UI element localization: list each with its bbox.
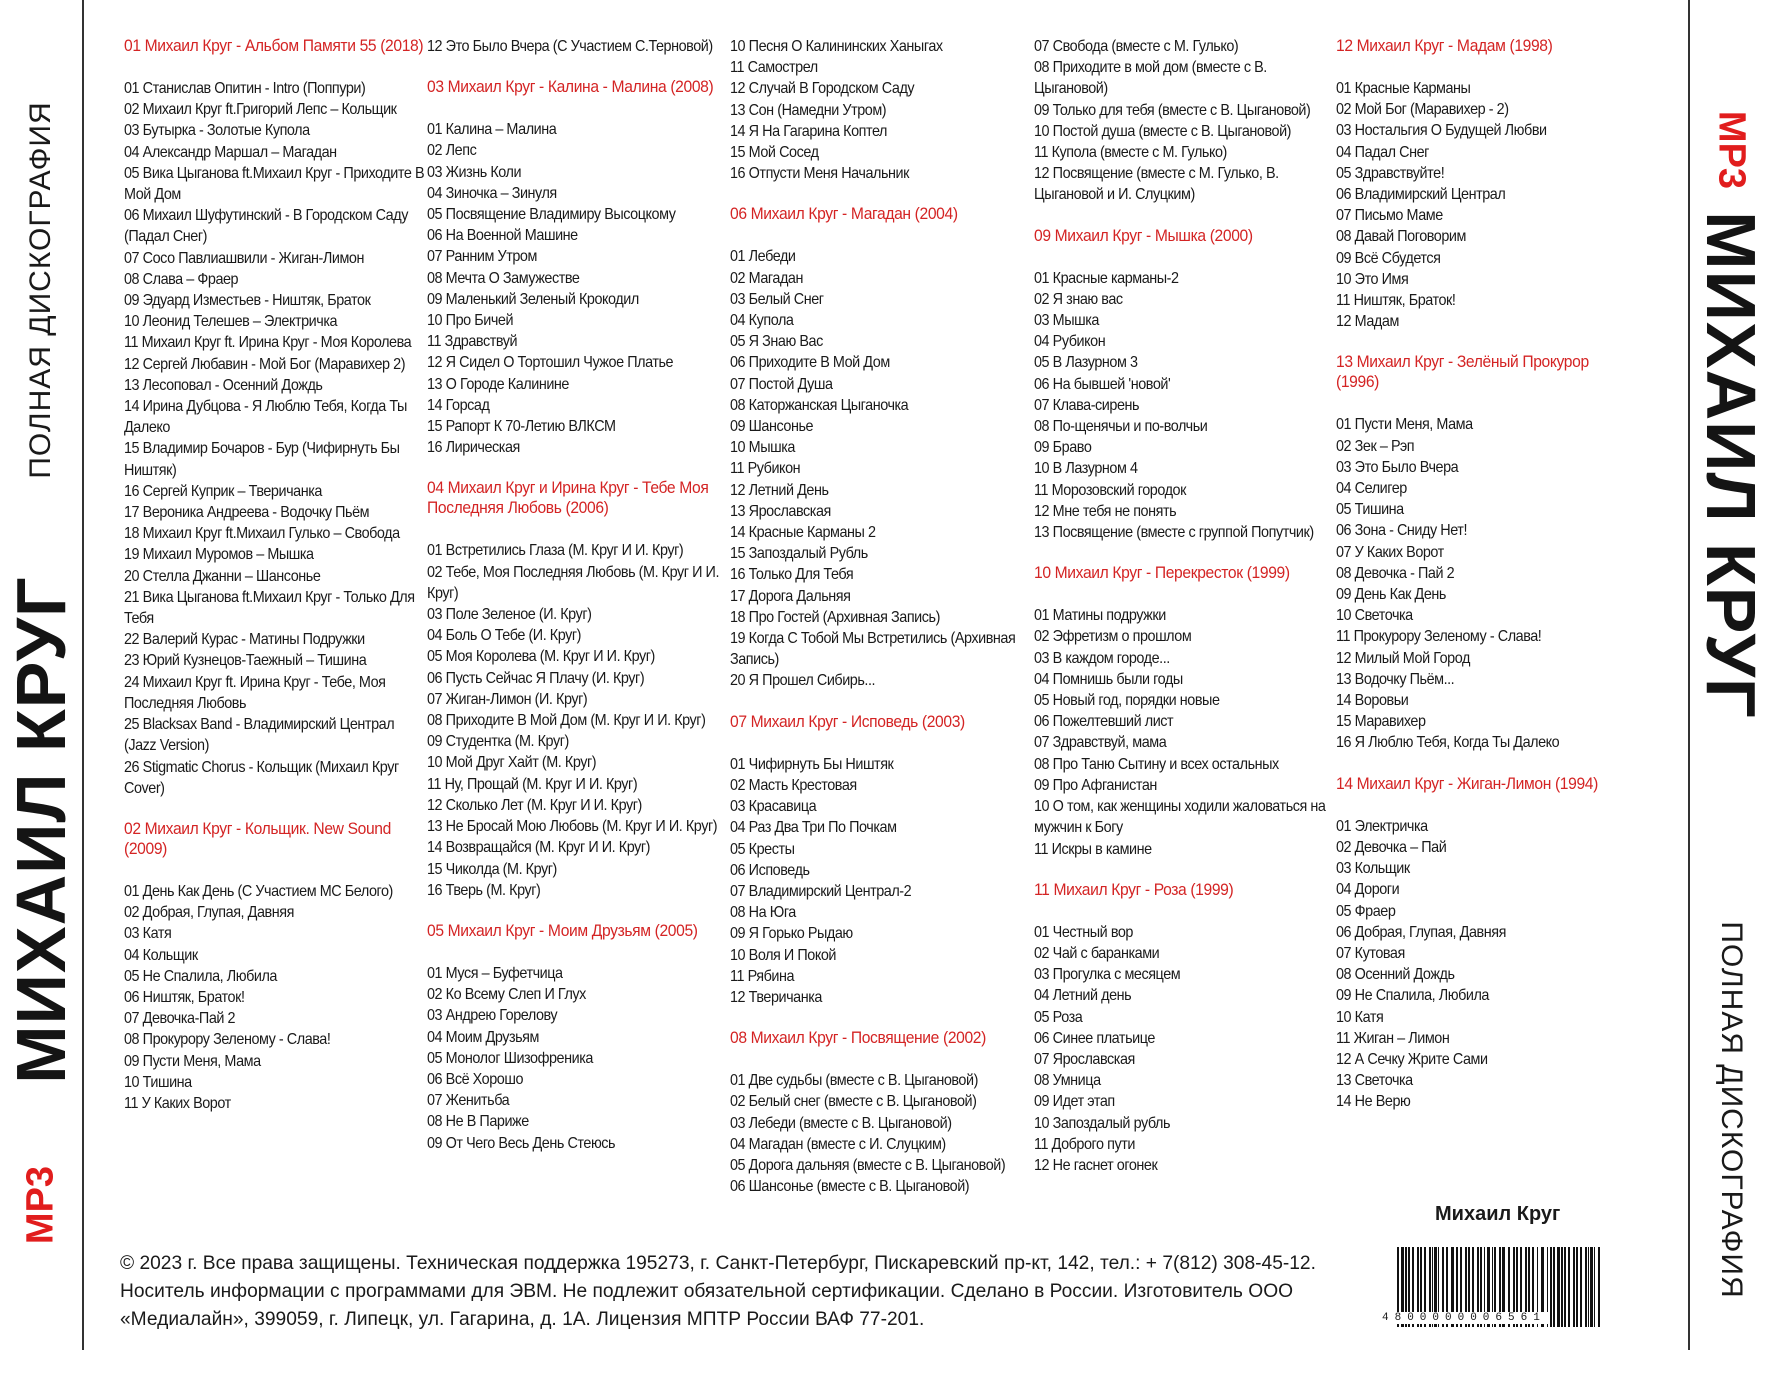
track-item: 22 Валерий Курас - Матины Подружки <box>124 631 365 649</box>
barcode-bar <box>1576 1247 1578 1327</box>
track-item: 02 Лепс <box>427 142 477 160</box>
spine-right <box>1690 0 1772 1394</box>
track-item: 09 От Чего Весь День Стеюсь <box>427 1134 616 1152</box>
track-item: 07 У Каких Ворот <box>1336 543 1444 561</box>
track-item: 01 Чифирнуть Бы Ништяк <box>730 755 894 773</box>
track-item: 03 Поле Зеленое (И. Круг) <box>427 606 592 624</box>
track-list <box>427 36 729 57</box>
track-item: 06 Приходите В Мой Дом <box>730 354 890 372</box>
track-item: 05 Фраер <box>1336 902 1396 920</box>
track-item: 03 Белый Снег <box>730 290 824 308</box>
track-item: 16 Сергей Куприк – Тверичанка <box>124 482 322 500</box>
album-title: 10 Михаил Круг - Перекресток (1999) <box>1034 563 1290 583</box>
track-list <box>1034 922 1336 1176</box>
track-list <box>1336 414 1636 753</box>
track-item: 01 Станислав Опитин - Intro (Поппури) <box>124 80 366 97</box>
track-item: 01 Электричка <box>1336 817 1428 835</box>
track-item: 10 Леонид Телешев – Электричка <box>124 313 338 331</box>
track-item: 03 Мышка <box>1034 312 1099 330</box>
track-item: 05 Тишина <box>1336 501 1404 519</box>
track-item: 12 Я Сидел О Тортошил Чужое Платье <box>427 354 674 372</box>
album-block <box>1034 226 1336 544</box>
track-item: 01 Пусти Меня, Мама <box>1336 416 1473 434</box>
track-item: 14 Воровьи <box>1336 692 1409 710</box>
album-block <box>427 77 729 458</box>
track-item: 16 Только Для Тебя <box>730 566 854 584</box>
track-item: 10 Мышка <box>730 439 795 457</box>
track-list <box>124 881 426 1114</box>
track-item: 09 Идет этап <box>1034 1093 1115 1111</box>
track-item: 17 Вероника Андреева - Водочку Пьём <box>124 504 370 522</box>
track-item: 16 Отпусти Меня Начальник <box>730 165 909 183</box>
track-item: 12 А Сечку Жрите Сами <box>1336 1050 1488 1068</box>
track-item: 15 Рапорт К 70-Летию ВЛКСМ <box>427 418 616 436</box>
album-title: 12 Михаил Круг - Мадам (1998) <box>1336 36 1553 55</box>
track-item: 12 Сколько Лет (М. Круг И И. Круг) <box>427 796 642 814</box>
spine-artist: МИХАИЛ КРУГ <box>1692 211 1770 719</box>
track-item: 02 Девочка – Пай <box>1336 838 1447 856</box>
spine-format: MP3 <box>19 1165 62 1245</box>
track-item: 09 Не Спалила, Любила <box>1336 987 1489 1005</box>
tracklist-column <box>730 36 1030 1217</box>
track-item: 11 Морозовский городок <box>1034 481 1186 499</box>
barcode-bar <box>1594 1247 1595 1327</box>
track-item: 13 Посвящение (вместе с группой Попутчик) <box>1034 524 1314 542</box>
album-block <box>1034 36 1336 206</box>
track-item: 06 Михаил Шуфутинский - В Городском Саду (Падал Снег) <box>124 207 408 246</box>
track-item: 09 День Как День <box>1336 586 1446 604</box>
barcode-bar <box>1573 1247 1575 1327</box>
track-item: 04 Раз Два Три По Почкам <box>730 819 897 837</box>
album-block <box>1034 563 1336 859</box>
track-item: 12 Сергей Любавин - Мой Бог (Маравихер 2) <box>124 355 406 373</box>
track-list <box>427 963 729 1154</box>
album-title: 02 Михаил Круг - Кольщик. New Sound (2009) <box>124 818 391 858</box>
track-item: 07 Девочка-Пай 2 <box>124 1010 236 1028</box>
track-item: 04 Рубикон <box>1034 333 1106 351</box>
track-item: 14 Я На Гагарина Коптел <box>730 122 887 140</box>
track-list <box>1034 605 1336 859</box>
track-item: 06 Синее платьице <box>1034 1029 1155 1047</box>
track-item: 05 Не Спалила, Любила <box>124 967 277 985</box>
track-item: 09 Всё Сбудется <box>1336 249 1441 267</box>
album-title: 03 Михаил Круг - Калина - Малина (2008) <box>427 77 714 97</box>
track-item: 10 Это Имя <box>1336 270 1409 288</box>
tracklist-column <box>124 36 426 1134</box>
album-block <box>730 36 1030 184</box>
track-item: 01 Красные карманы-2 <box>1034 269 1179 287</box>
track-item: 24 Михаил Круг ft. Ирина Круг - Тебе, Моя Последняя Любовь <box>124 673 386 712</box>
track-item: 12 Посвящение (вместе с М. Гулько, В. Цыгановой и И. Слуцким) <box>1034 165 1279 204</box>
track-item: 02 Михаил Круг ft.Григорий Лепс – Кольщик <box>124 101 397 119</box>
track-item: 02 Тебе, Моя Последняя Любовь (М. Круг И И. Круг) <box>427 563 720 602</box>
track-item: 11 Рябина <box>730 967 795 985</box>
track-item: 26 Stigmatic Chorus - Кольщик (Михаил Круг Cover) <box>124 758 399 797</box>
track-item: 05 Новый год, порядки новые <box>1034 692 1220 710</box>
track-list <box>1336 816 1636 1113</box>
track-item: 04 Боль О Тебе (И. Круг) <box>427 627 582 645</box>
track-item: 05 Моя Королева (М. Круг И И. Круг) <box>427 648 655 666</box>
track-item: 03 Ностальгия О Будущей Любви <box>1336 122 1547 140</box>
track-item: 02 Чай с баранками <box>1034 944 1160 962</box>
track-item: 03 Катя <box>124 925 172 943</box>
track-item: 02 Мой Бог (Маравихер - 2) <box>1336 101 1509 119</box>
track-item: 11 Ништяк, Браток! <box>1336 292 1456 310</box>
track-item: 09 Про Афганистан <box>1034 776 1157 794</box>
track-item: 12 Тверичанка <box>730 988 822 1006</box>
track-item: 03 Лебеди (вместе с В. Цыгановой) <box>730 1114 952 1132</box>
track-item: 04 Купола <box>730 312 794 330</box>
track-item: 03 В каждом городе... <box>1034 649 1170 667</box>
track-item: 04 Помнишь были годы <box>1034 670 1183 688</box>
track-item: 10 Мой Друг Хайт (М. Круг) <box>427 754 597 772</box>
track-item: 14 Красные Карманы 2 <box>730 524 876 542</box>
barcode-bar <box>1564 1247 1566 1327</box>
barcode-bar <box>1588 1247 1589 1327</box>
track-list <box>730 36 1030 184</box>
track-item: 07 Женитьба <box>427 1092 510 1110</box>
track-item: 03 Прогулка с месяцем <box>1034 966 1181 984</box>
track-item: 08 Приходите в мой дом (вместе с В. Цыгановой) <box>1034 59 1267 98</box>
track-item: 08 Осенний Дождь <box>1336 966 1455 984</box>
track-item: 10 Светочка <box>1336 607 1413 625</box>
track-item: 13 Светочка <box>1336 1072 1413 1090</box>
track-item: 16 Тверь (М. Круг) <box>427 881 541 899</box>
track-item: 15 Мой Сосед <box>730 144 819 162</box>
artist-caption: Михаил Круг <box>1435 1203 1561 1225</box>
track-item: 09 Браво <box>1034 439 1092 457</box>
track-list <box>1034 36 1336 206</box>
track-item: 20 Стелла Джанни – Шансонье <box>124 567 321 585</box>
track-item: 12 Милый Мой Город <box>1336 649 1470 667</box>
album-block <box>427 921 729 1154</box>
track-item: 07 Ранним Утром <box>427 248 537 266</box>
track-item: 11 Жиган – Лимон <box>1336 1029 1450 1047</box>
track-item: 02 Магадан <box>730 269 803 287</box>
track-item: 05 Монолог Шизофреника <box>427 1049 593 1067</box>
track-item: 01 День Как День (С Участием MC Белого) <box>124 882 393 900</box>
track-list <box>124 78 426 799</box>
track-item: 05 В Лазурном 3 <box>1034 354 1138 372</box>
track-item: 08 Не В Париже <box>427 1113 529 1131</box>
track-item: 02 Белый снег (вместе с В. Цыгановой) <box>730 1093 977 1111</box>
track-item: 03 Жизнь Коли <box>427 163 522 181</box>
track-item: 05 Здравствуйте! <box>1336 164 1445 182</box>
track-item: 06 Пожелтевший лист <box>1034 713 1174 731</box>
track-item: 18 Михаил Круг ft.Михаил Гулько – Свобода <box>124 525 400 543</box>
barcode-number: 4800000006561 <box>1382 1312 1546 1324</box>
track-item: 07 Письмо Маме <box>1336 207 1443 225</box>
track-item: 08 Каторжанская Цыганочка <box>730 396 909 414</box>
track-item: 10 Песня О Калининских Ханыгах <box>730 38 943 55</box>
track-item: 04 Падал Снег <box>1336 143 1429 161</box>
track-item: 01 Матины подружки <box>1034 607 1166 625</box>
album-block <box>730 1028 1030 1197</box>
track-item: 06 Шансонье (вместе с В. Цыгановой) <box>730 1178 970 1196</box>
barcode-bar <box>1585 1247 1587 1327</box>
track-item: 01 Встретились Глаза (М. Круг И И. Круг) <box>427 542 684 560</box>
track-item: 09 Студентка (М. Круг) <box>427 733 569 751</box>
album-title: 01 Михаил Круг - Альбом Памяти 55 (2018) <box>124 36 424 55</box>
track-item: 02 Ко Всему Слеп И Глух <box>427 986 586 1004</box>
track-item: 04 Летний день <box>1034 987 1132 1005</box>
track-item: 08 Девочка - Пай 2 <box>1336 564 1455 582</box>
track-item: 02 Зек – Рэп <box>1336 437 1415 455</box>
track-item: 07 Кутовая <box>1336 944 1405 962</box>
track-list <box>427 540 729 900</box>
album-title: 06 Михаил Круг - Магадан (2004) <box>730 204 958 224</box>
track-item: 04 Александр Маршал – Магадан <box>124 143 337 161</box>
track-item: 12 Летний День <box>730 481 829 499</box>
track-item: 05 Я Знаю Вас <box>730 333 823 351</box>
track-item: 13 Водочку Пьём... <box>1336 670 1455 688</box>
spine-subtitle: ПОЛНАЯ ДИСКОГРАФИЯ <box>1715 921 1748 1299</box>
track-item: 08 По-щенячьи и по-волчьи <box>1034 418 1208 436</box>
track-item: 07 Клава-сирень <box>1034 396 1140 414</box>
album-block <box>1034 880 1336 1176</box>
track-item: 19 Михаил Муромов – Мышка <box>124 546 314 564</box>
track-item: 23 Юрий Кузнецов-Таежный – Тишина <box>124 652 367 670</box>
barcode-bar <box>1598 1247 1600 1327</box>
track-item: 19 Когда С Тобой Мы Встретились (Архивная Запись) <box>730 630 1016 669</box>
track-item: 09 Только для тебя (вместе с В. Цыгановой) <box>1034 101 1311 119</box>
album-block <box>427 36 729 57</box>
track-item: 03 Андрею Горелову <box>427 1007 558 1025</box>
track-item: 18 Про Гостей (Архивная Запись) <box>730 608 940 626</box>
track-item: 06 Добрая, Глупая, Давняя <box>1336 923 1506 941</box>
track-item: 09 Шансонье <box>730 418 814 436</box>
album-title: 13 Михаил Круг - Зелёный Прокурор (1996) <box>1336 352 1589 392</box>
track-item: 14 Горсад <box>427 396 490 414</box>
track-item: 06 На бывшей 'новой' <box>1034 375 1171 393</box>
track-item: 12 Мадам <box>1336 313 1399 331</box>
track-item: 01 Муся – Буфетчица <box>427 964 563 982</box>
track-item: 01 Красные Карманы <box>1336 80 1471 97</box>
album-title: 05 Михаил Круг - Моим Друзьям (2005) <box>427 920 698 940</box>
copyright-notice: © 2023 г. Все права защищены. Техническая поддержка 195273, г. Санкт-Петербург, Пискаревский пр-кт, 142, тел.: + 7(812) 308-45-12. Носитель информации с программами для ЭВМ. Не подлежит обязательной сертификации. Сделано в России. Изготовитель ООО «Медиалайн», 399059, г. Липецк, ул. Гагарина, д. 1А. Лицензия МПТР России ВАФ 77-201. <box>120 1253 1316 1330</box>
track-list <box>1336 78 1636 332</box>
track-item: 01 Лебеди <box>730 248 796 266</box>
track-item: 02 Эфретизм о прошлом <box>1034 628 1192 646</box>
track-item: 07 Здравствуй, мама <box>1034 734 1167 752</box>
barcode-bar <box>1568 1247 1570 1327</box>
track-item: 10 О том, как женщины ходили жаловаться на мужчин к Богу <box>1034 798 1326 837</box>
track-item: 20 Я Прошел Сибирь... <box>730 672 876 690</box>
track-item: 11 Ну, Прощай (М. Круг И И. Круг) <box>427 775 638 793</box>
track-item: 07 Владимирский Централ-2 <box>730 882 912 900</box>
track-item: 07 Постой Душа <box>730 375 833 393</box>
track-item: 07 Ярославская <box>1034 1050 1135 1068</box>
spine-divider-left <box>82 0 84 1350</box>
spine-subtitle: ПОЛНАЯ ДИСКОГРАФИЯ <box>24 101 57 479</box>
spine-artist: МИХАИЛ КРУГ <box>2 576 80 1084</box>
track-item: 04 Зиночка – Зинуля <box>427 184 557 202</box>
track-item: 06 Всё Хорошо <box>427 1070 524 1088</box>
track-item: 15 Чиколда (М. Круг) <box>427 860 557 878</box>
track-item: 13 Сон (Намедни Утром) <box>730 101 887 119</box>
track-item: 04 Моим Друзьям <box>427 1028 539 1046</box>
track-item: 07 Сосо Павлиашвили - Жиган-Лимон <box>124 249 364 267</box>
album-block <box>1336 352 1636 753</box>
track-item: 11 Прокурору Зеленому - Слава! <box>1336 628 1542 646</box>
track-item: 08 Прокурору Зеленому - Слава! <box>124 1031 331 1049</box>
track-item: 04 Кольщик <box>124 946 198 964</box>
track-item: 09 Пусти Меня, Мама <box>124 1052 261 1070</box>
track-item: 05 Вика Цыганова ft.Михаил Круг - Приходите В Мой Дом <box>124 164 425 204</box>
album-block <box>1336 36 1636 332</box>
track-item: 10 Воля И Покой <box>730 946 836 964</box>
tracklist-column <box>427 36 729 1174</box>
track-item: 08 На Юга <box>730 904 796 922</box>
track-item: 13 Ярославская <box>730 502 831 520</box>
track-item: 10 Тишина <box>124 1073 192 1091</box>
track-item: 06 Ништяк, Браток! <box>124 988 245 1006</box>
track-item: 08 Про Таню Сытину и всех остальных <box>1034 755 1279 773</box>
album-title: 11 Михаил Круг - Роза (1999) <box>1034 879 1234 899</box>
track-item: 08 Давай Поговорим <box>1336 228 1466 246</box>
track-item: 11 У Каких Ворот <box>124 1094 231 1112</box>
track-item: 03 Это Было Вчера <box>1336 458 1459 476</box>
track-item: 02 Добрая, Глупая, Давняя <box>124 904 294 922</box>
track-item: 10 Постой душа (вместе с В. Цыгановой) <box>1034 122 1292 140</box>
track-item: 11 Рубикон <box>730 460 801 478</box>
track-item: 25 Blacksax Band - Владимирский Централ (Jazz Version) <box>124 716 395 755</box>
album-block <box>1336 774 1636 1113</box>
tracklist-column <box>1336 36 1636 1133</box>
track-item: 02 Масть Крестовая <box>730 776 857 794</box>
album-title: 09 Михаил Круг - Мышка (2000) <box>1034 225 1253 245</box>
track-item: 08 Приходите В Мой Дом (М. Круг И И. Круг) <box>427 712 706 730</box>
track-item: 04 Магадан (вместе с И. Слуцким) <box>730 1135 946 1153</box>
tracklist-column <box>1034 36 1336 1196</box>
track-item: 11 Самострел <box>730 59 818 77</box>
track-item: 01 Честный вор <box>1034 923 1133 941</box>
track-item: 11 Здравствуй <box>427 333 518 351</box>
track-list <box>730 1070 1030 1197</box>
track-item: 09 Маленький Зеленый Крокодил <box>427 290 639 308</box>
track-list <box>1034 268 1336 544</box>
track-item: 09 Я Горько Рыдаю <box>730 925 853 943</box>
track-item: 16 Лирическая <box>427 439 520 457</box>
barcode-bar <box>1550 1247 1552 1327</box>
album-title: 14 Михаил Круг - Жиган-Лимон (1994) <box>1336 773 1598 793</box>
track-item: 13 О Городе Калинине <box>427 375 569 393</box>
track-item: 10 Про Бичей <box>427 312 514 330</box>
track-item: 10 В Лазурном 4 <box>1034 460 1138 478</box>
track-item: 11 Искры в камине <box>1034 840 1152 858</box>
barcode-bar <box>1557 1247 1560 1327</box>
track-item: 12 Мне тебя не понять <box>1034 502 1177 520</box>
track-item: 08 Умница <box>1034 1072 1101 1090</box>
track-item: 05 Кресты <box>730 840 795 858</box>
track-item: 13 Не Бросай Мою Любовь (М. Круг И И. Круг) <box>427 818 718 836</box>
album-title: 07 Михаил Круг - Исповедь (2003) <box>730 711 965 731</box>
album-block <box>730 204 1030 691</box>
track-item: 12 Это Было Вчера (С Участием С.Терновой) <box>427 38 713 55</box>
track-item: 09 Эдуард Изместьев - Ништяк, Браток <box>124 292 371 310</box>
album-title: 08 Михаил Круг - Посвящение (2002) <box>730 1028 986 1048</box>
track-item: 08 Слава – Фраер <box>124 270 239 288</box>
track-list <box>730 246 1030 691</box>
album-block <box>427 478 729 900</box>
track-item: 03 Кольщик <box>1336 860 1410 878</box>
track-item: 11 Купола (вместе с М. Гулько) <box>1034 144 1227 162</box>
track-item: 15 Владимир Бочаров - Бур (Чифирнуть Бы Ништяк) <box>124 440 400 479</box>
track-item: 01 Две судьбы (вместе с В. Цыгановой) <box>730 1072 978 1090</box>
barcode-bar <box>1590 1247 1593 1327</box>
track-item: 03 Бутырка - Золотые Купола <box>124 122 310 140</box>
track-item: 11 Михаил Круг ft. Ирина Круг - Моя Королева <box>124 334 412 352</box>
track-item: 15 Маравихер <box>1336 713 1426 731</box>
track-item: 04 Селигер <box>1336 480 1407 498</box>
track-item: 06 Владимирский Централ <box>1336 186 1506 204</box>
track-item: 14 Возвращайся (М. Круг И И. Круг) <box>427 839 651 857</box>
track-item: 01 Калина – Малина <box>427 121 557 139</box>
track-item: 21 Вика Цыганова ft.Михаил Круг - Только Для Тебя <box>124 588 415 628</box>
barcode-bar <box>1561 1247 1563 1327</box>
track-item: 07 Жиган-Лимон (И. Круг) <box>427 690 588 708</box>
track-item: 17 Дорога Дальняя <box>730 587 851 605</box>
album-block <box>124 36 426 799</box>
track-item: 06 Исповедь <box>730 861 810 879</box>
track-item: 16 Я Люблю Тебя, Когда Ты Далеко <box>1336 734 1560 752</box>
spine-left <box>0 0 82 1394</box>
track-item: 02 Я знаю вас <box>1034 290 1123 308</box>
track-item: 14 Не Верю <box>1336 1093 1411 1111</box>
track-item: 10 Катя <box>1336 1008 1384 1026</box>
barcode-bar <box>1553 1247 1555 1327</box>
track-item: 03 Красавица <box>730 798 817 816</box>
spine-format: MP3 <box>1710 110 1753 190</box>
track-item: 10 Запоздалый рубль <box>1034 1114 1171 1132</box>
track-list <box>427 119 729 458</box>
track-item: 06 На Военной Машине <box>427 227 578 245</box>
track-list <box>730 754 1030 1008</box>
track-item: 12 Не гаснет огонек <box>1034 1156 1158 1174</box>
track-item: 05 Посвящение Владимиру Высоцкому <box>427 206 676 224</box>
album-title: 04 Михаил Круг и Ирина Круг - Тебе Моя Последняя Любовь (2006) <box>427 478 709 518</box>
track-item: 08 Мечта О Замужестве <box>427 269 580 287</box>
track-item: 07 Свобода (вместе с М. Гулько) <box>1034 38 1239 55</box>
track-item: 11 Доброго пути <box>1034 1135 1135 1153</box>
barcode-bar <box>1580 1247 1582 1327</box>
album-block <box>124 819 426 1114</box>
track-item: 06 Зона - Сниду Нет! <box>1336 522 1468 540</box>
track-item: 06 Пусть Сейчас Я Плачу (И. Круг) <box>427 669 645 687</box>
track-item: 15 Запоздалый Рубль <box>730 545 868 563</box>
track-item: 05 Дорога дальняя (вместе с В. Цыгановой) <box>730 1156 1006 1174</box>
track-item: 14 Ирина Дубцова - Я Люблю Тебя, Когда Ты Далеко <box>124 398 407 437</box>
track-item: 13 Лесоповал - Осенний Дождь <box>124 376 323 394</box>
track-item: 12 Случай В Городском Саду <box>730 80 915 98</box>
track-item: 04 Дороги <box>1336 881 1400 899</box>
album-block <box>730 712 1030 1008</box>
track-item: 05 Роза <box>1034 1008 1083 1026</box>
